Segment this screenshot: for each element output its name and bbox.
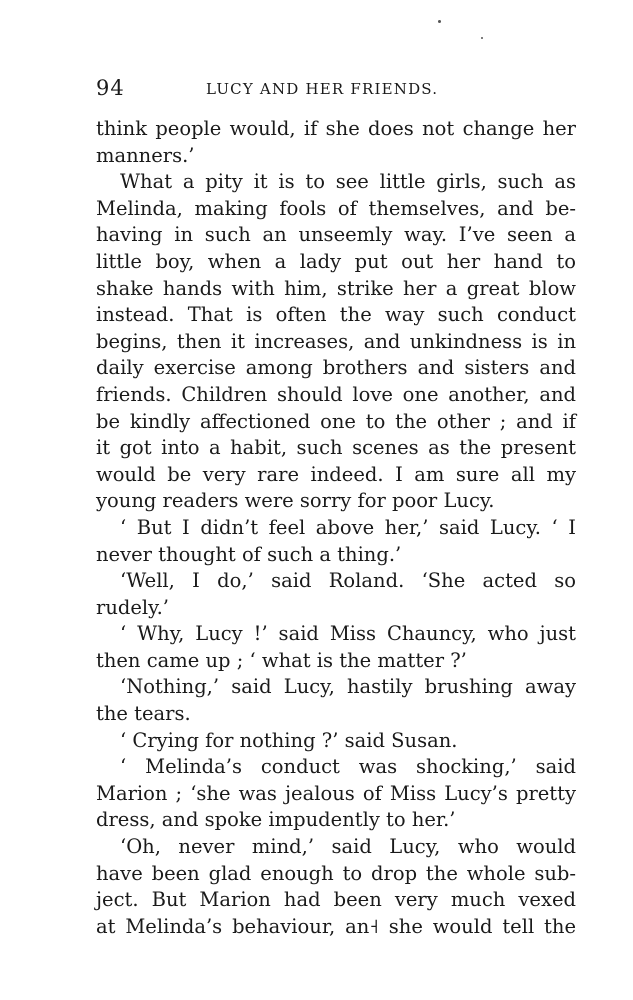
text-line: ‘Oh, never mind,’ said Lucy, who would [120,835,576,859]
ink-speck [481,37,483,39]
text-line: begins, then it increases, and unkindness is in [96,329,576,353]
text-line: would be very rare indeed. I am sure all my [96,462,576,486]
text-line: ‘Nothing,’ said Lucy, hastily brushing away [120,675,576,699]
text-line: ‘ But I didn’t feel above her,’ said Lucy. ‘ I [120,515,576,539]
text-line: shake hands with him, strike her a great blow [96,276,576,300]
text-line: at Melinda’s behaviour, an˧ she would tell the [96,914,576,938]
text-line: Marion ; ‘she was jealous of Miss Lucy’s pretty [96,781,576,805]
text-line: have been glad enough to drop the whole sub- [96,861,576,885]
text-line: daily exercise among brothers and sisters and [96,356,576,380]
text-line: friends. Children should love one another, and [96,382,576,406]
text-line: young readers were sorry for poor Lucy. [96,489,495,513]
text-line: having in such an unseemly way. I’ve seen a [96,223,576,247]
body-text [96,116,576,940]
text-line: rudely.’ [96,595,169,619]
text-line: dress, and spoke impudently to her.’ [96,808,456,832]
text-line: ‘ Crying for nothing ?’ said Susan. [120,728,458,752]
text-line: ‘ Melinda’s conduct was shocking,’ said [120,755,576,779]
text-line: think people would, if she does not change her [96,117,576,140]
text-line: little boy, when a lady put out her hand to [96,249,576,273]
text-line: be kindly affectioned one to the other ; and if [96,409,576,433]
text-line: ‘Well, I do,’ said Roland. ‘She acted so [120,569,576,593]
text-line: manners.’ [96,143,195,167]
text-line: it got into a habit, such scenes as the present [96,436,576,460]
page-header [96,76,576,102]
text-line: the tears. [96,702,191,726]
text-line: ject. But Marion had been very much vexed [96,888,576,912]
text-line: never thought of such a thing.’ [96,542,402,566]
text-line: Melinda, making fools of themselves, and be- [96,196,576,220]
running-title: LUCY AND HER FRIENDS. [206,80,439,98]
page-number: 94 [96,76,125,100]
text-line: then came up ; ‘ what is the matter ?’ [96,648,467,672]
text-line: What a pity it is to see little girls, such as [120,170,576,194]
text-line: ‘ Why, Lucy !’ said Miss Chauncy, who just [120,622,576,646]
ink-speck [438,20,441,23]
text-line: instead. That is often the way such conduct [96,303,576,327]
